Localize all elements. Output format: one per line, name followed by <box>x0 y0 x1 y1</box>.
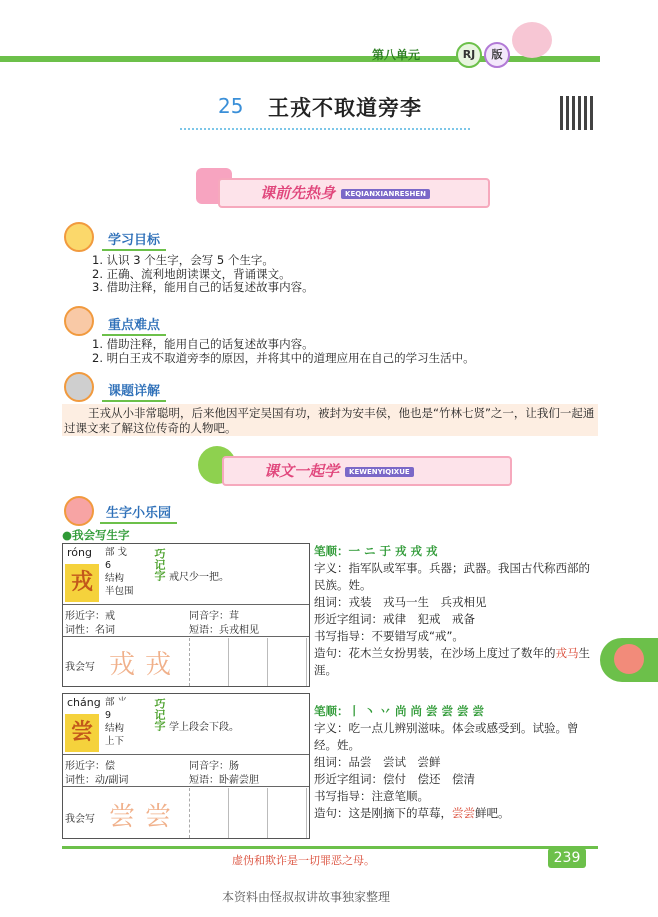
writing-guide: 书写指导：注意笔顺。 <box>314 789 429 803</box>
characters-title: 生字小乐园 <box>100 502 177 524</box>
page-number: 239 <box>548 848 586 868</box>
trace-chars: 尝尝 <box>109 802 182 832</box>
title-divider <box>180 128 470 136</box>
tip-label: 巧记字 <box>153 698 166 731</box>
goals-mascot-icon <box>64 222 94 252</box>
footer-motto: 虚伪和欺诈是一切罪恶之母。 <box>232 854 375 867</box>
topic-mascot-icon <box>64 372 94 402</box>
divider <box>63 604 309 605</box>
footer-line <box>62 846 598 849</box>
char-detail <box>314 703 598 822</box>
characters-mascot-icon <box>64 496 94 526</box>
stroke-count: 9 <box>105 710 112 721</box>
goal-item: 2. 正确、流利地朗读课文，背诵课文。 <box>92 266 291 281</box>
watermark-text: 本资料由怪叔叔讲故事独家整理 <box>222 890 391 904</box>
header-bar <box>0 56 600 62</box>
char-glyph: 尝 <box>65 714 99 752</box>
sentence-text: 造句：这是刚摘下的草莓， <box>314 806 452 820</box>
structure: 半包围 <box>105 586 134 597</box>
side-tab <box>600 638 658 682</box>
structure-label: 结构 <box>105 573 125 584</box>
radical: ⺌ <box>117 697 128 708</box>
sentence-text: 鲜吧。 <box>475 806 510 820</box>
tip-text: 学上段会下段。 <box>169 722 239 733</box>
write-label: 我会写 <box>65 662 95 673</box>
characters-subtitle: ●我会写生字 <box>62 528 130 542</box>
radical-label: 部 <box>105 547 115 558</box>
char-pinyin: cháng <box>67 696 101 709</box>
difficulty-item: 1. 借助注释，能用自己的话复述故事内容。 <box>92 337 314 351</box>
banner-warmup-label: 课前先热身 <box>260 184 336 202</box>
cartoon-girl-icon <box>512 22 552 58</box>
structure-label: 结构 <box>105 723 125 734</box>
lesson-number: 25 <box>218 94 244 118</box>
difficulty-item: 2. 明白王戎不取道旁李的原因，并将其中的道理应用在自己的学习生活中。 <box>92 350 475 365</box>
banner-warmup <box>218 178 490 208</box>
edition-badge-ban: 版 <box>484 42 510 68</box>
divider <box>63 754 309 755</box>
trace-chars: 戎戎 <box>109 650 182 680</box>
phrase: 短语：兵戎相见 <box>189 625 259 636</box>
radical: 戈 <box>117 547 128 558</box>
banner-warmup-tag: KEQIANXIANRESHEN <box>341 189 430 199</box>
char-meaning: 字义：吃一点儿辨别滋味。体会或感受到。试验。曾经。姓。 <box>314 721 579 752</box>
stroke-order: 笔顺：一 ニ 于 戎 戎 戎 <box>314 544 438 558</box>
sentence-highlight: 尝尝 <box>452 806 475 820</box>
writing-grid[interactable] <box>189 638 310 686</box>
example-sentence <box>314 805 598 822</box>
divider <box>63 786 309 787</box>
tip-label: 巧记字 <box>153 548 166 581</box>
char-pinyin: róng <box>67 546 92 559</box>
similar-words: 形近字组词：偿付 偿还 偿清 <box>314 772 475 786</box>
similar-char: 形近字：戒 <box>65 611 115 622</box>
similar-char: 形近字：偿 <box>65 761 115 772</box>
banner-learn <box>222 456 512 486</box>
unit-label: 第八单元 <box>372 48 421 62</box>
lesson-title: 王戎不取道旁李 <box>268 96 422 120</box>
char-card <box>62 693 310 839</box>
writing-guide: 书写指导：不要错写成“戒”。 <box>314 629 464 643</box>
fox-mascot-icon <box>614 644 644 674</box>
difficulty-mascot-icon <box>64 306 94 336</box>
char-card <box>62 543 310 687</box>
difficulties-title: 重点难点 <box>102 314 166 336</box>
phrase: 短语：卧薪尝胆 <box>189 775 259 786</box>
topic-title: 课题详解 <box>102 380 166 402</box>
char-info <box>101 546 149 604</box>
char-words: 组词：戎装 戎马一生 兵戎相见 <box>314 595 487 609</box>
char-words: 组词：品尝 尝试 尝鲜 <box>314 755 441 769</box>
banner-learn-label: 课文一起学 <box>264 462 340 480</box>
char-detail <box>314 543 598 679</box>
char-glyph: 戎 <box>65 564 99 602</box>
part-of-speech: 词性：名词 <box>65 625 115 636</box>
sentence-highlight: 戎马 <box>555 646 579 660</box>
write-label: 我会写 <box>65 814 95 825</box>
writing-grid[interactable] <box>189 788 310 838</box>
stroke-order: 笔顺：丨 丶 丷 尚 尚 尝 尝 尝 尝 <box>314 704 485 718</box>
topic-text: 王戎从小非常聪明，后来他因平定吴国有功，被封为安丰侯，他也是“竹林七贤”之一，让我们一起通过课文来了解这位传奇的人物吧。 <box>64 406 595 435</box>
goal-item: 1. 认识 3 个生字，会写 5 个生字。 <box>92 253 274 267</box>
homophone: 同音字：肠 <box>189 761 239 772</box>
sentence-text: 造句：花木兰女扮男装，在沙场上度过了数年的 <box>314 646 556 660</box>
homophone: 同音字：茸 <box>189 611 239 622</box>
stroke-count: 6 <box>105 560 112 571</box>
similar-words: 形近字组词：戒律 犯戒 戒备 <box>314 612 475 626</box>
goal-item: 3. 借助注释，能用自己的话复述故事内容。 <box>92 280 314 294</box>
sentence-text: 生涯。 <box>314 646 590 677</box>
difficulties-list <box>92 338 475 365</box>
part-of-speech: 词性：动/副词 <box>65 775 129 786</box>
divider <box>63 636 309 637</box>
qr-code-icon[interactable] <box>560 96 594 130</box>
goals-title: 学习目标 <box>102 229 166 251</box>
char-info <box>101 696 149 754</box>
tip-text: 戒尺少一把。 <box>169 572 229 583</box>
char-meaning: 字义：指军队或军事。兵器；武器。我国古代称西部的民族。姓。 <box>314 561 590 592</box>
goals-list <box>92 254 314 295</box>
structure: 上下 <box>105 736 125 747</box>
example-sentence <box>314 645 598 679</box>
banner-learn-tag: KEWENYIQIXUE <box>345 467 414 477</box>
edition-badge-rj: RJ <box>456 42 482 68</box>
radical-label: 部 <box>105 697 115 708</box>
